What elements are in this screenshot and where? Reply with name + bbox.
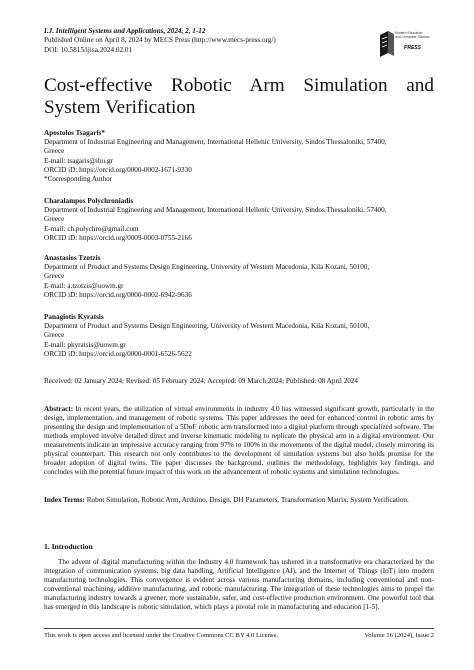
journal-header [44,27,344,55]
author-country: Greece [44,331,65,340]
author-email[interactable]: E-mail: pkyratsis@uowm.gr [44,340,126,349]
abstract [44,405,434,477]
author-affiliation: Department of Product and Systems Design Engineering, University of Western Macedonia, Kila Kozani, 50100, [44,322,370,331]
volume-issue: Volume 16 (2024), Issue 2 [364,632,434,639]
introduction-paragraph: The advent of digital manufacturing within the Industry 4.0 framework has ushered in a transformative era characterized by the integration of communication systems, big data handling, Artificial Intelligence (AI), and the Internet of Things (IoT) into modern manufacturing technologies. This convergence is evident across various manufacturing domains, including conventional and non-conventional machining, additive manufacturing, and robotic manufacturing. The integration of these technologies aims to propel the manufacturing industry towards a greener, more sustainable, safer, and cost-effective production environment. One powerful tool that has emerged in this landscape is robotic simulation, which plays a pivotal role in manufacturing and education [1-5]. [44,558,434,611]
author-4 [44,313,434,359]
author-orcid[interactable]: ORCID iD: https://orcid.org/0000-0001-6526-5622 [44,349,192,358]
author-email[interactable]: E-mail: ch.polychro@gmail.com [44,224,139,233]
paper-title: Cost-effective Robotic Arm Simulation and System Verification [44,75,434,118]
received-dates: Received: 02 January 2024; Revised: 05 February 2024; Accepted: 09 March 2024; Published: 08 April 2024 [44,377,358,385]
abstract-text: In recent years, the utilization of virtual environments in industry 4.0 has witnessed significant growth, particularly in the design, implementation, and management of robotic systems. This paper addresses the need for enhanced control in robotic arms by presenting the design and implementation of a 5DoF robotic arm transformed into a digital platform through specialized software. The methods employed involve detailed direct and inverse kinematic modeling to replicate the physical arm in a digital environment. Our measurements indicate an impressive accuracy ranging from 97% to 100% in the movements of the digital model, closely mirroring its physical counterpart. This research not only contributes to the development of simulation systems but also holds promise for the broader adoption of digital twins. The paper discusses the background, outlines the methodology, highlights key findings, and concludes with the potential future impact of this work on the advancement of robotic systems and simulation technologies. [44,405,435,476]
author-orcid[interactable]: ORCID iD: https://orcid.org/0000-0002-6942-9636 [44,290,192,299]
author-name: Anastasios Tzotzis [44,254,101,262]
corresponding-note: *Corresponding Author [44,175,113,184]
author-country: Greece [44,215,65,224]
mecs-press-logo [378,25,438,65]
index-terms [44,496,434,505]
author-1 [44,129,434,184]
section-heading: 1. Introduction [44,542,93,551]
author-country: Greece [44,147,65,156]
logo-press: PRESS [404,45,421,51]
author-email[interactable]: E-mail: a.tzotzis@uowm.gr [44,281,124,290]
author-2 [44,197,434,243]
author-orcid[interactable]: ORCID iD: https://orcid.org/0009-0003-0755-2166 [44,233,192,242]
doi[interactable]: DOI: 10.5815/ijisa.2024.02.01 [44,45,133,54]
author-name: Apostolos Tsagaris* [44,129,105,137]
book-emblem-icon [378,29,396,59]
author-country: Greece [44,272,65,281]
publication-info: Published Online on April 8, 2024 by MECS Press (http://www.mecs-press.org/) [44,36,276,45]
author-affiliation: Department of Industrial Engineering and Management, International Hellenic University, Sindos Thessaloniki, 57400, [44,138,387,147]
author-orcid[interactable]: ORCID iD: https://orcid.org/0000-0002-1671-9330 [44,165,192,174]
abstract-label: Abstract: [44,405,74,413]
index-terms-label: Index Terms: [44,496,85,504]
journal-citation: I.J. Intelligent Systems and Applications, 2024, 2, 1-12 [44,27,206,35]
author-affiliation: Department of Product and Systems Design Engineering, University of Western Macedonia, Kila Kozani, 50100, [44,263,370,272]
footer-divider [44,628,434,629]
logo-caption: Modern Education and Computer Science [395,31,430,39]
license-note: This work is open access and licensed under the Creative Commons CC BY 4.0 License. [44,632,279,639]
author-email[interactable]: E-mail: tsagaris@ihu.gr [44,156,113,165]
author-name: Panagiotis Kyratsis [44,313,104,321]
author-name: Charalampos Polychroniadis [44,197,134,205]
index-terms-text: Robot Simulation, Robotic Arm, Arduino, Design, DH Parameters, Transformation Matrix, System Verification. [86,496,409,504]
author-3 [44,254,434,300]
author-affiliation: Department of Industrial Engineering and Management, International Hellenic University, Sindos Thessaloniki, 57400, [44,206,387,215]
